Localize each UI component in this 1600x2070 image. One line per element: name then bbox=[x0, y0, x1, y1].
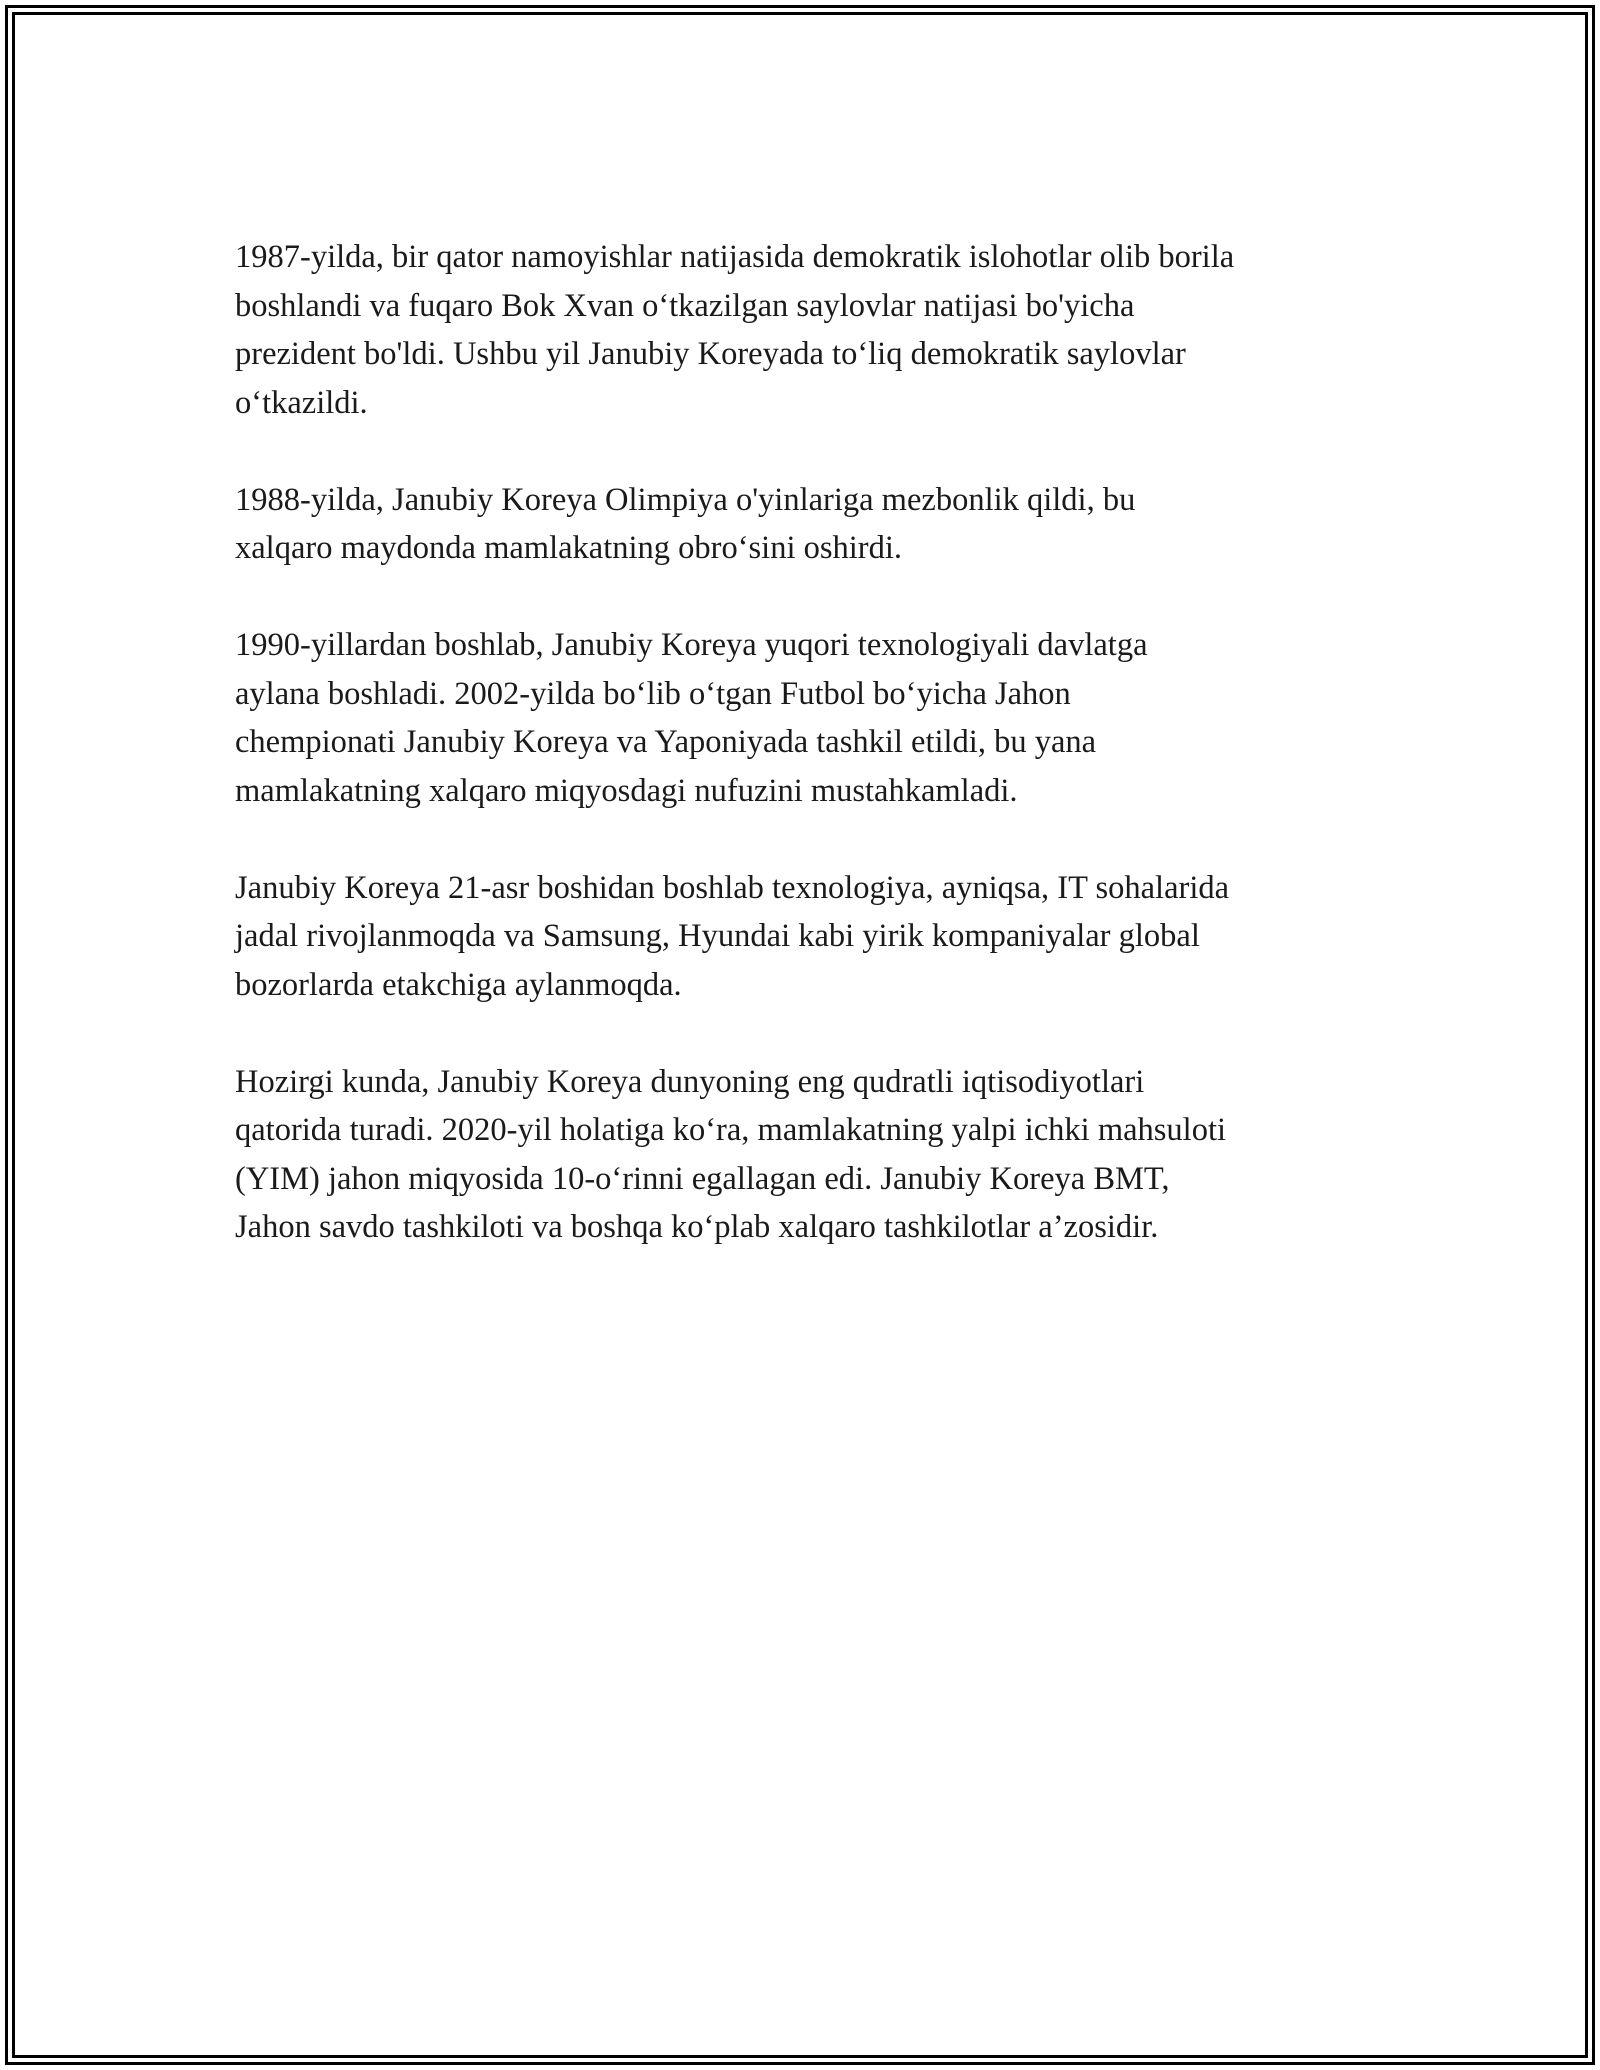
paragraph-present-day: Hozirgi kunda, Janubiy Koreya dunyoning eng qudratli iqtisodiyotlari qatorida turadi. 2020-yil holatiga ko‘ra, mamlakatning yalpi ichki mahsuloti (YIM) jahon miqyosida 10-o‘rinni egallagan edi. Janubiy Koreya BMT, Jahon savdo tashkiloti va boshqa ko‘plab xalqaro tashkilotlar a’zosidir. bbox=[235, 1063, 1227, 1245]
document-body bbox=[235, 233, 1375, 1300]
paragraph-21st-century: Janubiy Koreya 21-asr boshidan boshlab texnologiya, ayniqsa, IT sohalarida jadal rivojlanmoqda va Samsung, Hyundai kabi yirik kompaniyalar global bozorlarda etakchiga aylanmoqda. bbox=[235, 869, 1230, 1003]
paragraph-1990s: 1990-yillardan boshlab, Janubiy Koreya yuqori texnologiyali davlatga aylana boshladi. 2002-yilda bo‘lib o‘tgan Futbol bo‘yicha Jahon chempionati Janubiy Koreya va Yaponiyada tashkil etildi, bu yana mamlakatning xalqaro miqyosdagi nufuzini mustahkamladi. bbox=[235, 627, 1148, 809]
paragraph-1988: 1988-yilda, Janubiy Koreya Olimpiya o'yinlariga mezbonlik qildi, bu xalqaro maydonda mamlakatning obro‘sini oshirdi. bbox=[235, 481, 1136, 566]
paragraph-1987: 1987-yilda, bir qator namoyishlar natijasida demokratik islohotlar olib borila boshlandi va fuqaro Bok Xvan o‘tkazilgan saylovlar natijasi bo'yicha prezident bo'ldi. Ushbu yil Janubiy Koreyada to‘liq demokratik saylovlar o‘tkazildi. bbox=[235, 239, 1235, 421]
